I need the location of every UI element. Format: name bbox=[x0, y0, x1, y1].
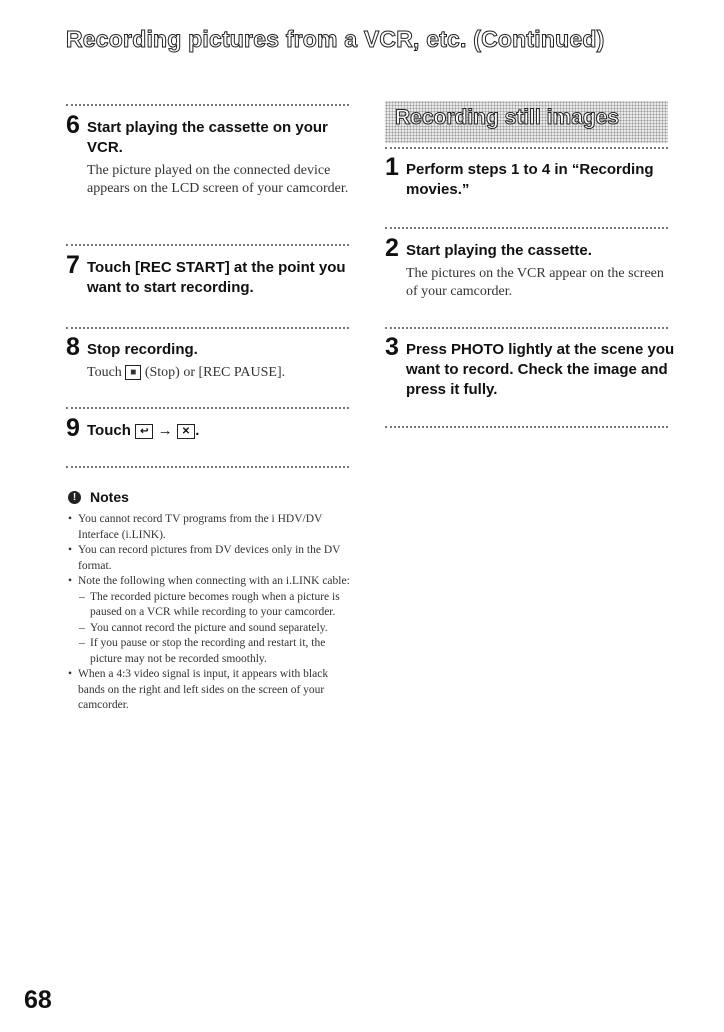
note-sub-item: – The recorded picture becomes rough when a picture is paused on a VCR while recording to your camcorder. bbox=[78, 590, 356, 621]
divider bbox=[66, 104, 349, 106]
page-number: 68 bbox=[24, 986, 52, 1014]
notes-icon: ! bbox=[68, 491, 81, 504]
step-title: Perform steps 1 to 4 in “Recording movies.” bbox=[406, 161, 654, 198]
step-3 bbox=[385, 333, 675, 400]
step-title: Start playing the cassette. bbox=[406, 242, 592, 259]
section-banner bbox=[385, 101, 668, 143]
notes-heading bbox=[68, 489, 129, 505]
step-title: Start playing the cassette on your VCR. bbox=[87, 119, 328, 156]
step-body-suffix: (Stop) or [REC PAUSE]. bbox=[144, 365, 286, 380]
step-title-prefix: Touch bbox=[87, 422, 131, 439]
step-7 bbox=[66, 251, 356, 298]
note-sub-item: – You cannot record the picture and sound separately. bbox=[78, 621, 356, 637]
step-title: Stop recording. bbox=[87, 341, 198, 358]
step-body bbox=[87, 364, 356, 382]
step-title bbox=[87, 417, 199, 441]
step-number: 2 bbox=[385, 234, 399, 262]
step-number: 9 bbox=[66, 414, 80, 442]
divider bbox=[66, 327, 349, 329]
note-item: • You can record pictures from DV devices only in the DV format. bbox=[66, 543, 356, 574]
step-1 bbox=[385, 153, 675, 200]
step-8 bbox=[66, 333, 356, 382]
note-item: • You cannot record TV programs from the i HDV/DV Interface (i.LINK). bbox=[66, 512, 356, 543]
divider bbox=[385, 327, 668, 329]
return-key-icon: ↩ bbox=[135, 424, 153, 439]
step-body-prefix: Touch bbox=[87, 365, 122, 380]
step-2 bbox=[385, 234, 675, 301]
divider bbox=[385, 227, 668, 229]
step-title-suffix: . bbox=[195, 422, 200, 439]
step-number: 8 bbox=[66, 333, 80, 361]
step-number: 6 bbox=[66, 111, 80, 139]
arrow-icon: → bbox=[157, 422, 173, 439]
close-key-icon: ✕ bbox=[177, 424, 195, 439]
divider bbox=[66, 407, 349, 409]
page-title: Recording pictures from a VCR, etc. (Continued) bbox=[66, 26, 605, 52]
divider bbox=[385, 147, 668, 149]
divider bbox=[385, 426, 668, 428]
note-item-text: Note the following when connecting with an i.LINK cable: bbox=[78, 575, 350, 587]
note-item: • When a 4:3 video signal is input, it appears with black bands on the right and left sides on the screen of your camcorder. bbox=[66, 667, 356, 714]
note-item bbox=[66, 574, 356, 667]
step-6 bbox=[66, 111, 356, 198]
notes-list bbox=[66, 512, 356, 714]
step-number: 3 bbox=[385, 333, 399, 361]
divider bbox=[66, 244, 349, 246]
divider bbox=[66, 466, 349, 468]
step-title: Touch [REC START] at the point you want to start recording. bbox=[87, 259, 346, 296]
stop-key-icon: ■ bbox=[125, 365, 141, 380]
note-sub-item: – If you pause or stop the recording and restart it, the picture may not be recorded smoothly. bbox=[78, 636, 356, 667]
section-title: Recording still images bbox=[395, 106, 620, 129]
step-9 bbox=[66, 414, 356, 442]
step-number: 7 bbox=[66, 251, 80, 279]
step-title: Press PHOTO lightly at the scene you want to record. Check the image and press it fully. bbox=[406, 341, 675, 398]
step-body: The picture played on the connected device appears on the LCD screen of your camcorder. bbox=[87, 163, 349, 196]
step-number: 1 bbox=[385, 153, 399, 181]
notes-title: Notes bbox=[90, 489, 129, 505]
step-body: The pictures on the VCR appear on the screen of your camcorder. bbox=[406, 266, 664, 299]
note-sub-list bbox=[78, 590, 356, 668]
